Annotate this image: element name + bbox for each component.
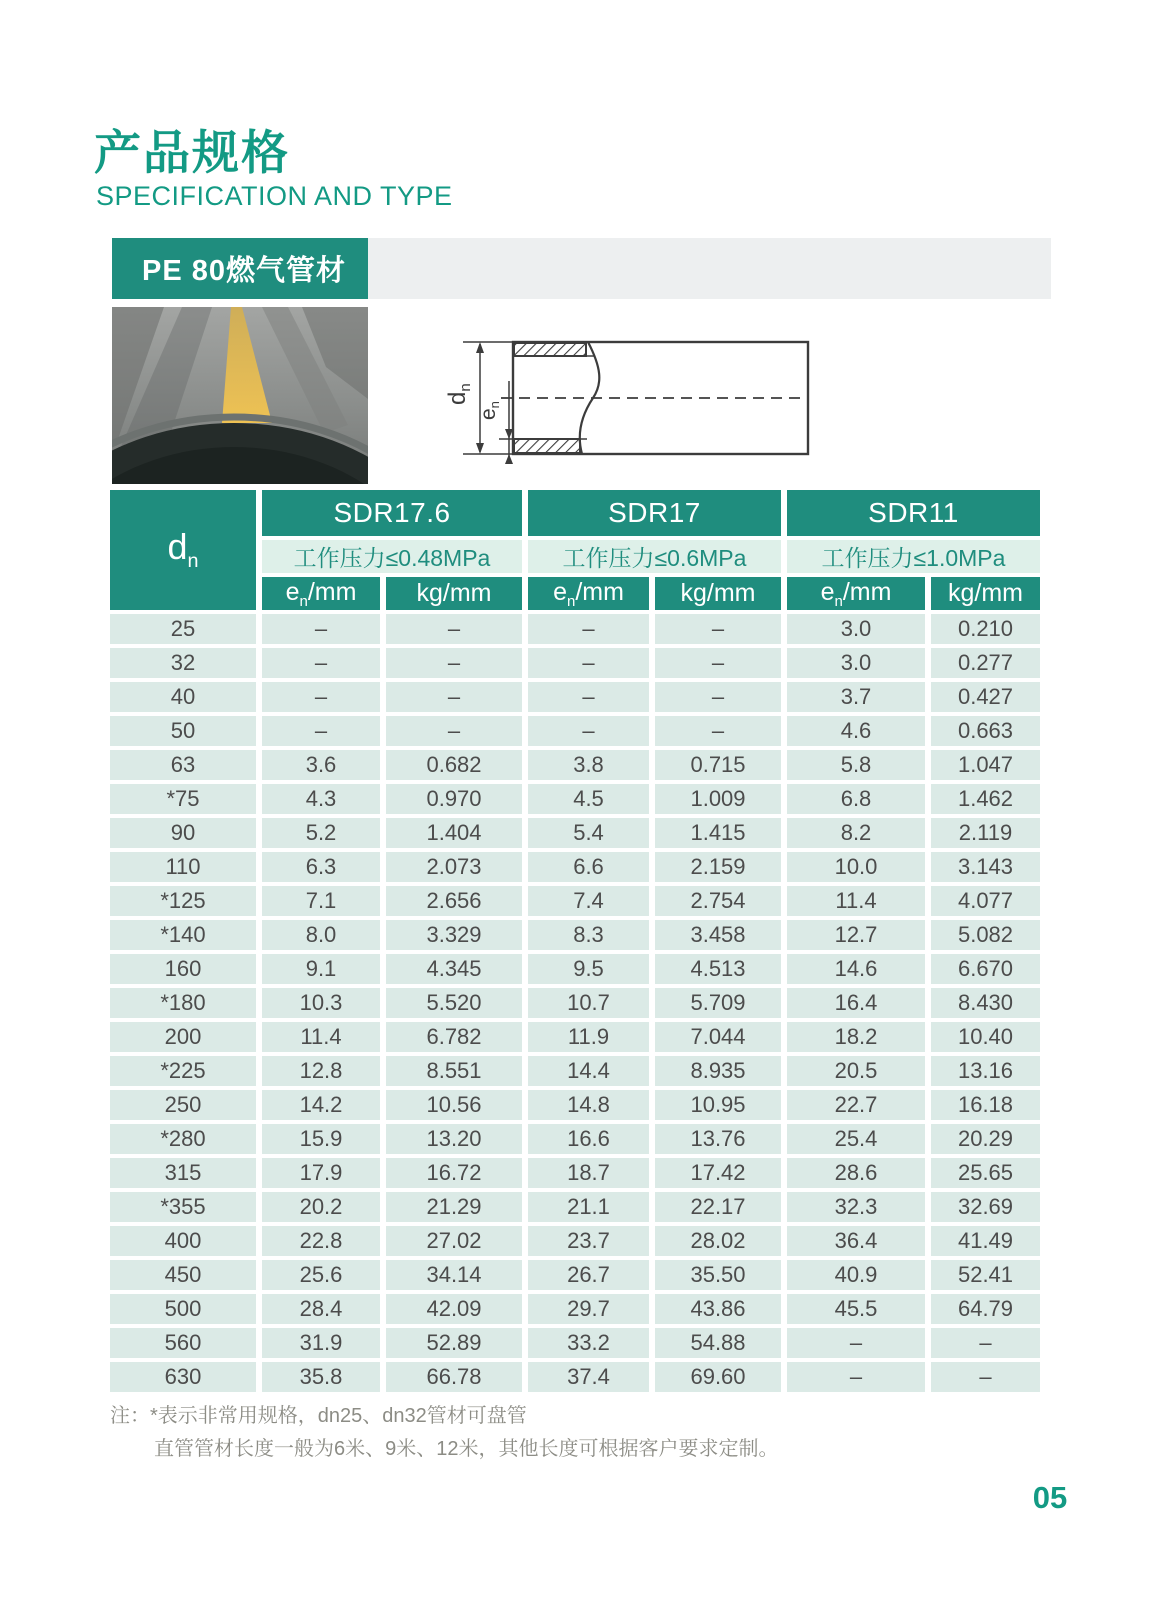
value-cell: 10.56 <box>386 1090 522 1120</box>
value-cell: 8.935 <box>655 1056 781 1086</box>
value-cell: 3.8 <box>528 750 649 780</box>
table-row <box>110 886 1040 916</box>
table-row <box>110 1226 1040 1256</box>
value-cell: 35.8 <box>262 1362 380 1392</box>
pressure-header-sdr17-6: 工作压力≤0.48MPa <box>262 540 522 573</box>
value-cell: 6.3 <box>262 852 380 882</box>
value-cell: 2.656 <box>386 886 522 916</box>
value-cell: 1.404 <box>386 818 522 848</box>
value-cell: 22.8 <box>262 1226 380 1256</box>
value-cell: 13.76 <box>655 1124 781 1154</box>
table-row <box>110 1192 1040 1222</box>
spec-table-body <box>110 614 1040 1392</box>
value-cell: – <box>655 682 781 712</box>
value-cell: 43.86 <box>655 1294 781 1324</box>
value-cell: 3.458 <box>655 920 781 950</box>
value-cell: – <box>386 682 522 712</box>
value-cell: 6.6 <box>528 852 649 882</box>
value-cell: 17.42 <box>655 1158 781 1188</box>
table-row <box>110 716 1040 746</box>
value-cell: 0.970 <box>386 784 522 814</box>
table-row <box>110 818 1040 848</box>
value-cell: 3.329 <box>386 920 522 950</box>
value-cell: 11.4 <box>787 886 925 916</box>
value-cell: 13.20 <box>386 1124 522 1154</box>
table-row <box>110 1056 1040 1086</box>
dn-cell: 250 <box>110 1090 256 1120</box>
group-header-sdr17-6: SDR17.6 <box>262 490 522 536</box>
dn-cell: 63 <box>110 750 256 780</box>
value-cell: – <box>262 648 380 678</box>
value-cell: 9.1 <box>262 954 380 984</box>
value-cell: – <box>655 614 781 644</box>
dn-cell: *75 <box>110 784 256 814</box>
value-cell: – <box>787 1328 925 1358</box>
value-cell: 18.2 <box>787 1022 925 1052</box>
dn-cell: 450 <box>110 1260 256 1290</box>
value-cell: 5.8 <box>787 750 925 780</box>
value-cell: 8.3 <box>528 920 649 950</box>
dn-cell: *140 <box>110 920 256 950</box>
value-cell: 20.29 <box>931 1124 1040 1154</box>
value-cell: 52.41 <box>931 1260 1040 1290</box>
value-cell: 6.782 <box>386 1022 522 1052</box>
en-unit-header: $e_n/mm$ <box>787 577 925 610</box>
value-cell: 28.6 <box>787 1158 925 1188</box>
value-cell: 35.50 <box>655 1260 781 1290</box>
value-cell: 25.4 <box>787 1124 925 1154</box>
table-row <box>110 920 1040 950</box>
table-row <box>110 988 1040 1018</box>
value-cell: – <box>386 648 522 678</box>
value-cell: 28.02 <box>655 1226 781 1256</box>
table-row <box>110 1260 1040 1290</box>
value-cell: 11.4 <box>262 1022 380 1052</box>
value-cell: 5.4 <box>528 818 649 848</box>
value-cell: 2.754 <box>655 886 781 916</box>
pressure-header-sdr17: 工作压力≤0.6MPa <box>528 540 781 573</box>
value-cell: 14.8 <box>528 1090 649 1120</box>
value-cell: 9.5 <box>528 954 649 984</box>
value-cell: 4.077 <box>931 886 1040 916</box>
value-cell: 12.7 <box>787 920 925 950</box>
diagram-en-label: en <box>477 401 502 420</box>
table-row <box>110 682 1040 712</box>
value-cell: 21.1 <box>528 1192 649 1222</box>
value-cell: 36.4 <box>787 1226 925 1256</box>
dn-cell: 500 <box>110 1294 256 1324</box>
value-cell: – <box>528 682 649 712</box>
table-row <box>110 1158 1040 1188</box>
value-cell: 4.345 <box>386 954 522 984</box>
value-cell: 16.4 <box>787 988 925 1018</box>
value-cell: 5.520 <box>386 988 522 1018</box>
value-cell: 45.5 <box>787 1294 925 1324</box>
value-cell: 1.047 <box>931 750 1040 780</box>
dn-cell: 400 <box>110 1226 256 1256</box>
value-cell: 66.78 <box>386 1362 522 1392</box>
value-cell: 10.40 <box>931 1022 1040 1052</box>
value-cell: 17.9 <box>262 1158 380 1188</box>
dn-cell: *125 <box>110 886 256 916</box>
table-row <box>110 852 1040 882</box>
value-cell: 20.2 <box>262 1192 380 1222</box>
value-cell: 0.715 <box>655 750 781 780</box>
value-cell: – <box>262 716 380 746</box>
value-cell: 6.8 <box>787 784 925 814</box>
value-cell: 31.9 <box>262 1328 380 1358</box>
table-row <box>110 1362 1040 1392</box>
dn-cell: 315 <box>110 1158 256 1188</box>
dn-cell: 90 <box>110 818 256 848</box>
group-header-sdr17: SDR17 <box>528 490 781 536</box>
value-cell: – <box>655 648 781 678</box>
table-row <box>110 1090 1040 1120</box>
diagram-dn-label: $d_n$ <box>444 383 474 405</box>
value-cell: 3.7 <box>787 682 925 712</box>
value-cell: 22.7 <box>787 1090 925 1120</box>
table-row <box>110 1124 1040 1154</box>
pipe-diagram-drawing <box>435 325 820 470</box>
value-cell: 3.0 <box>787 648 925 678</box>
footnote-prefix: 注： <box>110 1405 150 1427</box>
value-cell: 23.7 <box>528 1226 649 1256</box>
pipe-photo-image <box>112 307 368 484</box>
value-cell: 5.082 <box>931 920 1040 950</box>
spec-table <box>104 486 1046 1396</box>
dn-cell: 110 <box>110 852 256 882</box>
value-cell: 1.009 <box>655 784 781 814</box>
dn-cell: 40 <box>110 682 256 712</box>
value-cell: 2.119 <box>931 818 1040 848</box>
value-cell: 12.8 <box>262 1056 380 1086</box>
table-row <box>110 648 1040 678</box>
value-cell: 4.3 <box>262 784 380 814</box>
value-cell: 5.709 <box>655 988 781 1018</box>
value-cell: 29.7 <box>528 1294 649 1324</box>
kg-unit-header: kg/mm <box>655 577 781 610</box>
section-band-label-box <box>112 238 368 299</box>
section-band <box>112 238 1051 299</box>
value-cell: 32.3 <box>787 1192 925 1222</box>
dn-cell: *180 <box>110 988 256 1018</box>
dn-cell: 630 <box>110 1362 256 1392</box>
dn-cell: 560 <box>110 1328 256 1358</box>
value-cell: 22.17 <box>655 1192 781 1222</box>
value-cell: 4.513 <box>655 954 781 984</box>
group-header-sdr11: SDR11 <box>787 490 1040 536</box>
value-cell: 27.02 <box>386 1226 522 1256</box>
value-cell: – <box>262 614 380 644</box>
value-cell: 0.663 <box>931 716 1040 746</box>
dn-cell: *355 <box>110 1192 256 1222</box>
value-cell: – <box>528 648 649 678</box>
value-cell: 18.7 <box>528 1158 649 1188</box>
pipe-photo <box>112 307 368 484</box>
value-cell: – <box>386 716 522 746</box>
value-cell: – <box>528 614 649 644</box>
footnote-text-1: *表示非常用规格，dn25、dn32管材可盘管 <box>150 1405 527 1427</box>
footnotes <box>110 1400 779 1466</box>
dn-column-header: $d_n$ <box>110 490 256 610</box>
dn-cell: *225 <box>110 1056 256 1086</box>
value-cell: 25.6 <box>262 1260 380 1290</box>
footnote-line-2: 直管管材长度一般为6米、9米、12米，其他长度可根据客户要求定制。 <box>154 1438 779 1460</box>
value-cell: 34.14 <box>386 1260 522 1290</box>
kg-unit-header: kg/mm <box>386 577 522 610</box>
value-cell: 13.16 <box>931 1056 1040 1086</box>
value-cell: 10.3 <box>262 988 380 1018</box>
value-cell: 14.6 <box>787 954 925 984</box>
pressure-header-sdr11: 工作压力≤1.0MPa <box>787 540 1040 573</box>
dn-cell: 32 <box>110 648 256 678</box>
value-cell: 14.4 <box>528 1056 649 1086</box>
table-row <box>110 750 1040 780</box>
table-row <box>110 784 1040 814</box>
table-row <box>110 1328 1040 1358</box>
value-cell: 26.7 <box>528 1260 649 1290</box>
value-cell: – <box>528 716 649 746</box>
value-cell: 16.6 <box>528 1124 649 1154</box>
value-cell: – <box>931 1328 1040 1358</box>
value-cell: 7.1 <box>262 886 380 916</box>
value-cell: 2.073 <box>386 852 522 882</box>
value-cell: 32.69 <box>931 1192 1040 1222</box>
value-cell: 0.210 <box>931 614 1040 644</box>
value-cell: 0.277 <box>931 648 1040 678</box>
value-cell: 0.427 <box>931 682 1040 712</box>
value-cell: 41.49 <box>931 1226 1040 1256</box>
value-cell: 52.89 <box>386 1328 522 1358</box>
value-cell: 16.18 <box>931 1090 1040 1120</box>
value-cell: 5.2 <box>262 818 380 848</box>
value-cell: 1.462 <box>931 784 1040 814</box>
value-cell: 2.159 <box>655 852 781 882</box>
en-unit-header: $e_n/mm$ <box>262 577 380 610</box>
value-cell: 8.551 <box>386 1056 522 1086</box>
value-cell: – <box>655 716 781 746</box>
value-cell: 40.9 <box>787 1260 925 1290</box>
table-row <box>110 954 1040 984</box>
value-cell: 7.044 <box>655 1022 781 1052</box>
footnote-line-1 <box>110 1400 779 1433</box>
table-row <box>110 614 1040 644</box>
value-cell: 20.5 <box>787 1056 925 1086</box>
value-cell: 33.2 <box>528 1328 649 1358</box>
value-cell: 7.4 <box>528 886 649 916</box>
dn-cell: 200 <box>110 1022 256 1052</box>
value-cell: 8.2 <box>787 818 925 848</box>
value-cell: 10.0 <box>787 852 925 882</box>
dn-cell: 50 <box>110 716 256 746</box>
value-cell: 0.682 <box>386 750 522 780</box>
table-row <box>110 1022 1040 1052</box>
value-cell: 15.9 <box>262 1124 380 1154</box>
value-cell: 14.2 <box>262 1090 380 1120</box>
value-cell: 8.430 <box>931 988 1040 1018</box>
value-cell: 11.9 <box>528 1022 649 1052</box>
value-cell: – <box>262 682 380 712</box>
dn-cell: 25 <box>110 614 256 644</box>
value-cell: 25.65 <box>931 1158 1040 1188</box>
value-cell: 42.09 <box>386 1294 522 1324</box>
value-cell: 69.60 <box>655 1362 781 1392</box>
value-cell: 3.6 <box>262 750 380 780</box>
page-title: 产品规格 <box>94 126 290 179</box>
page-subtitle: SPECIFICATION AND TYPE <box>96 181 453 211</box>
dn-cell: 160 <box>110 954 256 984</box>
value-cell: – <box>386 614 522 644</box>
value-cell: 3.143 <box>931 852 1040 882</box>
value-cell: – <box>931 1362 1040 1392</box>
dn-cell: *280 <box>110 1124 256 1154</box>
value-cell: 16.72 <box>386 1158 522 1188</box>
value-cell: 64.79 <box>931 1294 1040 1324</box>
page-number: 05 <box>1032 1480 1068 1515</box>
value-cell: 10.95 <box>655 1090 781 1120</box>
value-cell: 37.4 <box>528 1362 649 1392</box>
value-cell: – <box>787 1362 925 1392</box>
value-cell: 4.5 <box>528 784 649 814</box>
value-cell: 1.415 <box>655 818 781 848</box>
value-cell: 8.0 <box>262 920 380 950</box>
value-cell: 21.29 <box>386 1192 522 1222</box>
value-cell: 4.6 <box>787 716 925 746</box>
table-header-row-groups <box>110 490 1040 536</box>
value-cell: 28.4 <box>262 1294 380 1324</box>
kg-unit-header: kg/mm <box>931 577 1040 610</box>
value-cell: 10.7 <box>528 988 649 1018</box>
value-cell: 54.88 <box>655 1328 781 1358</box>
table-row <box>110 1294 1040 1324</box>
value-cell: 6.670 <box>931 954 1040 984</box>
section-band-label: PE 80燃气管材 <box>142 255 346 287</box>
en-unit-header: $e_n/mm$ <box>528 577 649 610</box>
value-cell: 3.0 <box>787 614 925 644</box>
pipe-dimension-diagram <box>435 325 820 470</box>
